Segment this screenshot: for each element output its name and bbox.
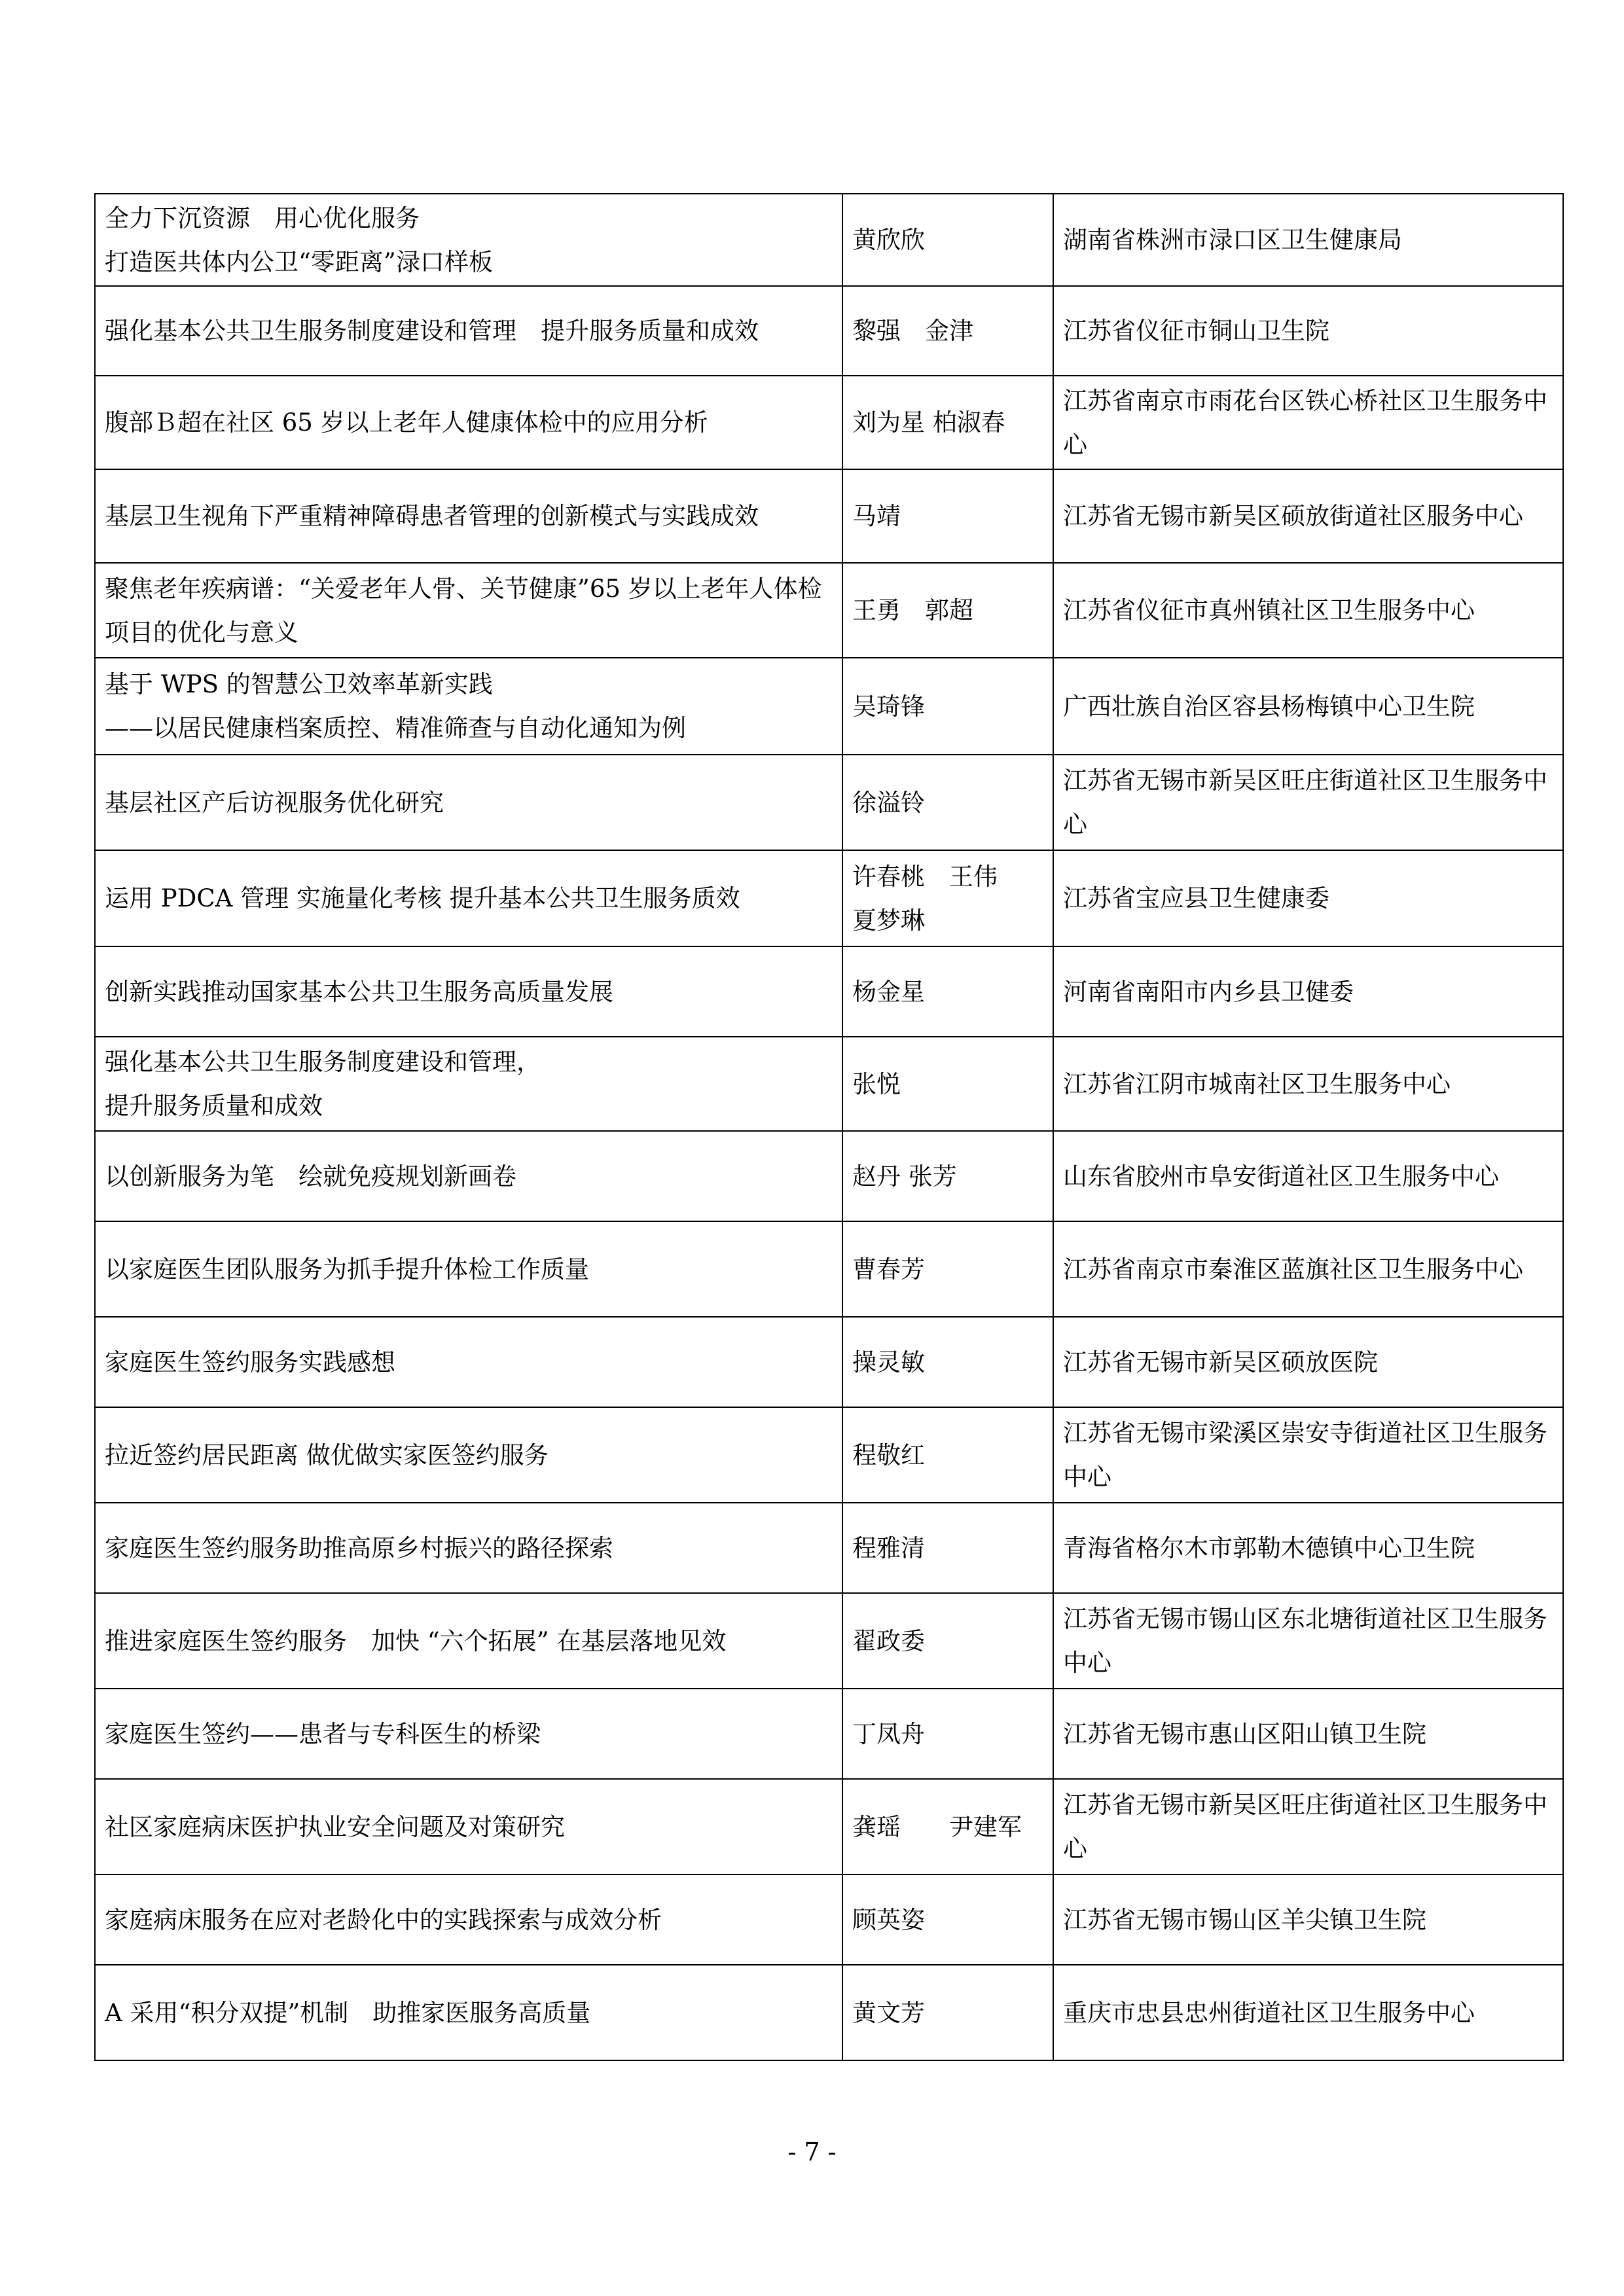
paper-title-cell-text: 社区家庭病床医护执业安全问题及对策研究 <box>105 1812 565 1841</box>
table-row <box>95 286 1563 376</box>
paper-title-cell <box>95 563 842 658</box>
award-table-body <box>95 194 1563 2060</box>
organization-cell-text: 江苏省宝应县卫生健康委 <box>1063 884 1329 912</box>
authors-cell <box>842 1037 1053 1131</box>
authors-cell <box>842 1593 1053 1689</box>
paper-title-cell <box>95 1131 842 1221</box>
organization-cell <box>1053 1689 1563 1779</box>
organization-cell <box>1053 1874 1563 1965</box>
authors-cell-text: 顾英姿 <box>852 1905 925 1934</box>
authors-cell <box>842 1131 1053 1221</box>
paper-title-cell <box>95 1593 842 1689</box>
organization-cell-text: 江苏省江阴市城南社区卫生服务中心 <box>1063 1069 1451 1098</box>
authors-cell-text: 王勇 郭超 <box>852 596 973 624</box>
organization-cell <box>1053 850 1563 946</box>
authors-cell <box>842 194 1053 286</box>
authors-cell <box>842 946 1053 1037</box>
table-row <box>95 1965 1563 2060</box>
paper-title-cell <box>95 1689 842 1779</box>
paper-title-cell <box>95 286 842 376</box>
table-row <box>95 1874 1563 1965</box>
table-row <box>95 376 1563 469</box>
organization-cell <box>1053 1317 1563 1407</box>
authors-cell <box>842 469 1053 563</box>
organization-cell-text: 青海省格尔木市郭勒木德镇中心卫生院 <box>1063 1534 1475 1562</box>
table-row <box>95 1779 1563 1874</box>
organization-cell-text: 江苏省仪征市真州镇社区卫生服务中心 <box>1063 596 1475 624</box>
paper-title-cell <box>95 850 842 946</box>
paper-title-cell <box>95 946 842 1037</box>
paper-title-cell <box>95 1037 842 1131</box>
organization-cell-text: 江苏省无锡市惠山区阳山镇卫生院 <box>1063 1719 1426 1748</box>
authors-cell <box>842 1407 1053 1503</box>
organization-cell <box>1053 1037 1563 1131</box>
paper-title-cell-text: 基于 WPS 的智慧公卫效率革新实践 ——以居民健康档案质控、精准筛查与自动化通知为例 <box>105 670 686 742</box>
table-row <box>95 1689 1563 1779</box>
authors-cell-text: 龚瑶 尹建军 <box>852 1812 1022 1841</box>
organization-cell-text: 江苏省南京市秦淮区蓝旗社区卫生服务中心 <box>1063 1255 1523 1283</box>
authors-cell-text: 操灵敏 <box>852 1348 925 1376</box>
organization-cell-text: 江苏省无锡市锡山区东北塘街道社区卫生服务中心 <box>1063 1605 1547 1677</box>
paper-title-cell-text: 全力下沉资源 用心优化服务 打造医共体内公卫“零距离”渌口样板 <box>105 204 493 276</box>
authors-cell <box>842 376 1053 469</box>
organization-cell <box>1053 1131 1563 1221</box>
authors-cell-text: 许春桃 王伟 夏梦琳 <box>852 862 998 935</box>
authors-cell-text: 黎强 金津 <box>852 317 973 345</box>
authors-cell-text: 丁凤舟 <box>852 1719 925 1748</box>
organization-cell <box>1053 376 1563 469</box>
authors-cell <box>842 1503 1053 1593</box>
organization-cell-text: 重庆市忠县忠州街道社区卫生服务中心 <box>1063 1998 1475 2027</box>
table-row <box>95 1503 1563 1593</box>
authors-cell <box>842 1874 1053 1965</box>
paper-title-cell <box>95 1779 842 1874</box>
organization-cell-text: 江苏省无锡市新吴区旺庄街道社区卫生服务中心 <box>1063 1791 1547 1863</box>
table-row <box>95 1221 1563 1317</box>
authors-cell <box>842 1221 1053 1317</box>
authors-cell <box>842 850 1053 946</box>
table-row <box>95 1317 1563 1407</box>
authors-cell-text: 徐溢铃 <box>852 788 925 817</box>
authors-cell <box>842 755 1053 850</box>
paper-title-cell-text: 聚焦老年疾病谱：“关爱老年人骨、关节健康”65 岁以上老年人体检项目的优化与意义 <box>105 574 822 647</box>
table-row <box>95 658 1563 755</box>
authors-cell <box>842 1317 1053 1407</box>
table-row <box>95 755 1563 850</box>
paper-title-cell-text: A 采用“积分双提”机制 助推家医服务高质量 <box>105 1998 591 2027</box>
paper-title-cell-text: 以家庭医生团队服务为抓手提升体检工作质量 <box>105 1255 589 1283</box>
organization-cell <box>1053 1503 1563 1593</box>
paper-title-cell <box>95 376 842 469</box>
paper-title-cell-text: 运用 PDCA 管理 实施量化考核 提升基本公共卫生服务质效 <box>105 884 740 912</box>
paper-title-cell <box>95 1407 842 1503</box>
award-table <box>94 193 1564 2061</box>
organization-cell-text: 江苏省无锡市锡山区羊尖镇卫生院 <box>1063 1905 1426 1934</box>
organization-cell-text: 江苏省无锡市梁溪区崇安寺街道社区卫生服务中心 <box>1063 1419 1547 1491</box>
authors-cell-text: 曹春芳 <box>852 1255 925 1283</box>
paper-title-cell-text: 家庭医生签约——患者与专科医生的桥梁 <box>105 1719 541 1748</box>
organization-cell <box>1053 946 1563 1037</box>
organization-cell-text: 江苏省仪征市铜山卫生院 <box>1063 317 1329 345</box>
authors-cell <box>842 1779 1053 1874</box>
table-row <box>95 1037 1563 1131</box>
paper-title-cell <box>95 658 842 755</box>
paper-title-cell-text: 基层卫生视角下严重精神障碍患者管理的创新模式与实践成效 <box>105 502 759 530</box>
organization-cell <box>1053 563 1563 658</box>
organization-cell <box>1053 755 1563 850</box>
organization-cell <box>1053 469 1563 563</box>
organization-cell <box>1053 1965 1563 2060</box>
paper-title-cell-text: 家庭医生签约服务实践感想 <box>105 1348 395 1376</box>
authors-cell-text: 赵丹 张芳 <box>852 1162 957 1191</box>
authors-cell-text: 张悦 <box>852 1069 901 1098</box>
organization-cell <box>1053 1221 1563 1317</box>
paper-title-cell <box>95 755 842 850</box>
table-row <box>95 850 1563 946</box>
authors-cell-text: 杨金星 <box>852 977 925 1006</box>
authors-cell-text: 翟政委 <box>852 1626 925 1655</box>
paper-title-cell-text: 推进家庭医生签约服务 加快 “六个拓展” 在基层落地见效 <box>105 1626 727 1655</box>
authors-cell-text: 黄欣欣 <box>852 226 925 254</box>
authors-cell-text: 刘为星 柏淑春 <box>852 408 1005 437</box>
paper-title-cell-text: 以创新服务为笔 绘就免疫规划新画卷 <box>105 1162 516 1191</box>
paper-title-cell <box>95 469 842 563</box>
organization-cell <box>1053 286 1563 376</box>
paper-title-cell <box>95 1221 842 1317</box>
paper-title-cell <box>95 1317 842 1407</box>
authors-cell <box>842 563 1053 658</box>
paper-title-cell-text: 强化基本公共卫生服务制度建设和管理 提升服务质量和成效 <box>105 317 759 345</box>
authors-cell-text: 马靖 <box>852 502 901 530</box>
table-row <box>95 1407 1563 1503</box>
organization-cell <box>1053 1593 1563 1689</box>
paper-title-cell-text: 腹部Ｂ超在社区 65 岁以上老年人健康体检中的应用分析 <box>105 408 708 437</box>
organization-cell-text: 河南省南阳市内乡县卫健委 <box>1063 977 1354 1006</box>
authors-cell <box>842 286 1053 376</box>
paper-title-cell-text: 强化基本公共卫生服务制度建设和管理， 提升服务质量和成效 <box>105 1048 541 1120</box>
authors-cell-text: 程雅清 <box>852 1534 925 1562</box>
paper-title-cell-text: 拉近签约居民距离 做优做实家医签约服务 <box>105 1441 549 1469</box>
organization-cell <box>1053 194 1563 286</box>
paper-title-cell <box>95 1503 842 1593</box>
organization-cell <box>1053 658 1563 755</box>
page-number: - 7 - <box>787 2138 837 2166</box>
authors-cell <box>842 658 1053 755</box>
paper-title-cell <box>95 194 842 286</box>
authors-cell-text: 吴琦锋 <box>852 692 925 721</box>
organization-cell-text: 江苏省无锡市新吴区硕放街道社区服务中心 <box>1063 502 1523 530</box>
organization-cell-text: 山东省胶州市阜安街道社区卫生服务中心 <box>1063 1162 1499 1191</box>
organization-cell-text: 江苏省南京市雨花台区铁心桥社区卫生服务中心 <box>1063 386 1547 459</box>
table-row <box>95 563 1563 658</box>
authors-cell <box>842 1965 1053 2060</box>
paper-title-cell-text: 家庭医生签约服务助推高原乡村振兴的路径探索 <box>105 1534 613 1562</box>
organization-cell-text: 江苏省无锡市新吴区硕放医院 <box>1063 1348 1378 1376</box>
paper-title-cell <box>95 1965 842 2060</box>
paper-title-cell-text: 家庭病床服务在应对老龄化中的实践探索与成效分析 <box>105 1905 662 1934</box>
paper-title-cell-text: 基层社区产后访视服务优化研究 <box>105 788 444 817</box>
table-row <box>95 1593 1563 1689</box>
organization-cell <box>1053 1779 1563 1874</box>
paper-title-cell-text: 创新实践推动国家基本公共卫生服务高质量发展 <box>105 977 613 1006</box>
organization-cell-text: 湖南省株洲市渌口区卫生健康局 <box>1063 226 1402 254</box>
organization-cell-text: 江苏省无锡市新吴区旺庄街道社区卫生服务中心 <box>1063 766 1547 838</box>
organization-cell <box>1053 1407 1563 1503</box>
table-row <box>95 946 1563 1037</box>
table-row <box>95 469 1563 563</box>
authors-cell-text: 程敬红 <box>852 1441 925 1469</box>
authors-cell <box>842 1689 1053 1779</box>
table-row <box>95 194 1563 286</box>
authors-cell-text: 黄文芳 <box>852 1998 925 2027</box>
paper-title-cell <box>95 1874 842 1965</box>
organization-cell-text: 广西壮族自治区容县杨梅镇中心卫生院 <box>1063 692 1475 721</box>
table-row <box>95 1131 1563 1221</box>
